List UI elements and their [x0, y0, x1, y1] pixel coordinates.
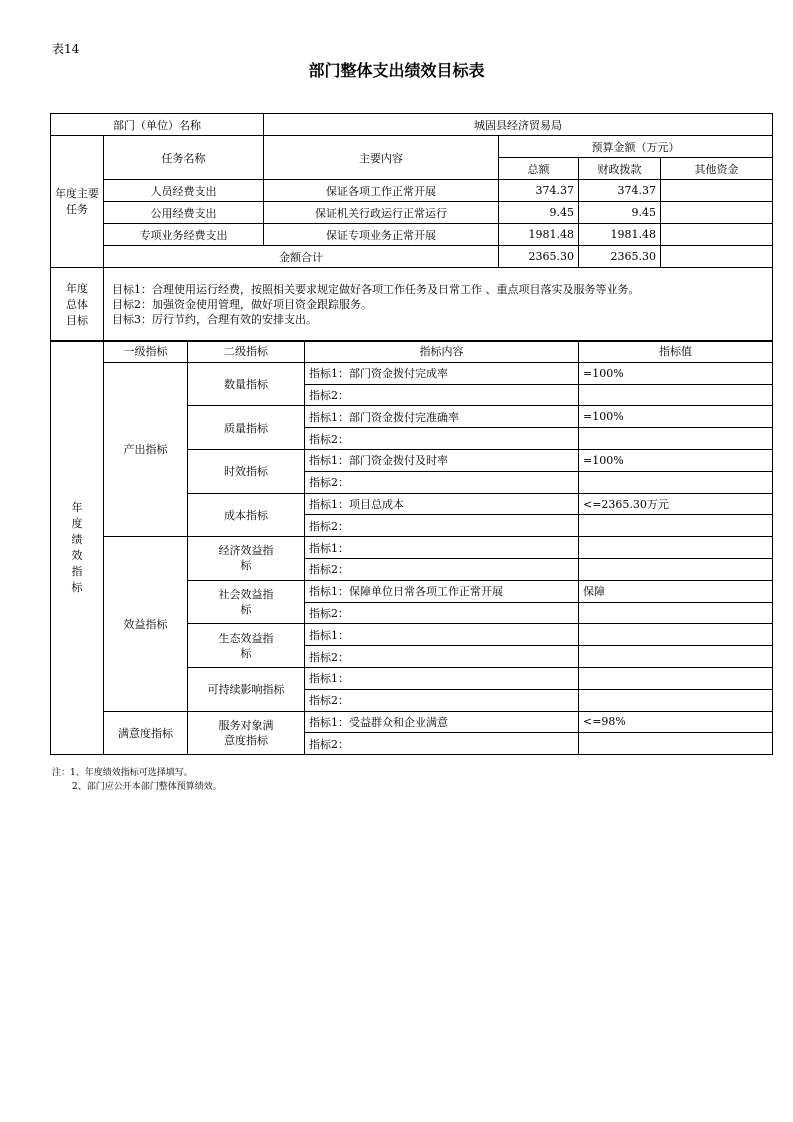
task-fiscal: 374.37 — [579, 180, 661, 202]
indicator-content: 指标1： — [305, 667, 579, 689]
indicator-value: <=98% — [579, 711, 773, 733]
indicator-content: 指标2： — [305, 646, 579, 668]
task-total: 374.37 — [499, 180, 579, 202]
level2-service-satisfaction: 服务对象满意度指标 — [188, 711, 305, 755]
table-row — [51, 711, 773, 733]
level2-cost: 成本指标 — [188, 493, 305, 537]
indicator-content: 指标1： — [305, 537, 579, 559]
task-fiscal: 1981.48 — [579, 224, 661, 246]
annual-indicators-label: 年度绩效指标 — [51, 341, 104, 755]
indicator-content: 指标1： — [305, 624, 579, 646]
table-row — [51, 180, 773, 202]
indicator-value: =100% — [579, 406, 773, 428]
task-content: 保证各项工作正常开展 — [264, 180, 499, 202]
annual-goals — [104, 268, 773, 342]
sum-fiscal: 2365.30 — [579, 246, 661, 268]
indicator-value — [579, 646, 773, 668]
performance-indicator-table — [50, 340, 773, 755]
indicator-content: 指标1：项目总成本 — [305, 493, 579, 515]
col-budget-amount: 预算金额（万元） — [499, 136, 773, 158]
task-fiscal: 9.45 — [579, 202, 661, 224]
col-indicator-content: 指标内容 — [305, 341, 579, 363]
indicator-content: 指标1：部门资金拨付完准确率 — [305, 406, 579, 428]
budget-task-table — [50, 113, 773, 342]
indicator-content: 指标1：受益群众和企业满意 — [305, 711, 579, 733]
indicator-value: <=2365.30万元 — [579, 493, 773, 515]
indicator-value — [579, 428, 773, 450]
indicator-value: 保障 — [579, 580, 773, 602]
goal-item: 目标2：加强资金使用管理，做好项目资金跟踪服务。 — [112, 298, 372, 311]
level2-quality: 质量指标 — [188, 406, 305, 450]
indicator-content: 指标2： — [305, 515, 579, 537]
task-other — [661, 224, 773, 246]
footnote: 注：1、年度绩效指标可选择填写。 — [52, 768, 193, 778]
col-total: 总额 — [499, 158, 579, 180]
task-other — [661, 202, 773, 224]
indicator-value: =100% — [579, 362, 773, 384]
level2-sustainability: 可持续影响指标 — [188, 667, 305, 711]
indicator-value: =100% — [579, 449, 773, 471]
dept-label: 部门（单位）名称 — [51, 114, 264, 136]
indicator-value — [579, 733, 773, 755]
col-level2: 二级指标 — [188, 341, 305, 363]
indicator-content: 指标1：部门资金拨付及时率 — [305, 449, 579, 471]
indicator-content: 指标1：保障单位日常各项工作正常开展 — [305, 580, 579, 602]
indicator-content: 指标2： — [305, 733, 579, 755]
level2-economic: 经济效益指标 — [188, 537, 305, 581]
annual-goals-label: 年度总体目标 — [51, 268, 104, 342]
sum-total: 2365.30 — [499, 246, 579, 268]
task-name: 公用经费支出 — [104, 202, 264, 224]
task-total: 9.45 — [499, 202, 579, 224]
indicator-content: 指标2： — [305, 558, 579, 580]
task-name: 人员经费支出 — [104, 180, 264, 202]
indicator-content: 指标2： — [305, 689, 579, 711]
table-number: 表14 — [52, 42, 80, 56]
sum-other — [661, 246, 773, 268]
indicator-value — [579, 624, 773, 646]
level2-timeliness: 时效指标 — [188, 449, 305, 493]
indicator-content: 指标2： — [305, 384, 579, 406]
col-indicator-value: 指标值 — [579, 341, 773, 363]
level1-output: 产出指标 — [104, 362, 188, 536]
col-main-content: 主要内容 — [264, 136, 499, 180]
indicator-content: 指标2： — [305, 602, 579, 624]
level2-ecological: 生态效益指标 — [188, 624, 305, 668]
indicator-value — [579, 558, 773, 580]
table-row — [51, 362, 773, 384]
task-content: 保证机关行政运行正常运行 — [264, 202, 499, 224]
indicator-value — [579, 471, 773, 493]
goal-item: 目标3：厉行节约，合理有效的安排支出。 — [112, 313, 317, 326]
level2-quantity: 数量指标 — [188, 362, 305, 406]
footnote: 2、部门应公开本部门整体预算绩效。 — [72, 782, 222, 792]
sum-label: 金额合计 — [104, 246, 499, 268]
indicator-value — [579, 384, 773, 406]
dept-name: 城固县经济贸易局 — [264, 114, 773, 136]
level1-satisfaction: 满意度指标 — [104, 711, 188, 755]
indicator-value — [579, 689, 773, 711]
indicator-content: 指标1：部门资金拨付完成率 — [305, 362, 579, 384]
level2-social: 社会效益指标 — [188, 580, 305, 624]
page-title: 部门整体支出绩效目标表 — [308, 61, 485, 80]
indicator-value — [579, 537, 773, 559]
table-row — [51, 202, 773, 224]
table-row — [51, 224, 773, 246]
col-fiscal: 财政拨款 — [579, 158, 661, 180]
table-row — [51, 537, 773, 559]
task-other — [661, 180, 773, 202]
col-task-name: 任务名称 — [104, 136, 264, 180]
task-total: 1981.48 — [499, 224, 579, 246]
task-name: 专项业务经费支出 — [104, 224, 264, 246]
indicator-value — [579, 667, 773, 689]
goal-item: 目标1：合理使用运行经费，按照相关要求规定做好各项工作任务及日常工作 、重点项目落实及服务等业务。 — [112, 283, 640, 296]
indicator-value — [579, 602, 773, 624]
indicator-content: 指标2： — [305, 428, 579, 450]
col-level1: 一级指标 — [104, 341, 188, 363]
task-content: 保证专项业务正常开展 — [264, 224, 499, 246]
footnotes — [52, 766, 222, 794]
indicator-value — [579, 515, 773, 537]
level1-benefit: 效益指标 — [104, 537, 188, 711]
col-other: 其他资金 — [661, 158, 773, 180]
indicator-content: 指标2： — [305, 471, 579, 493]
annual-tasks-label: 年度主要任务 — [51, 136, 104, 268]
